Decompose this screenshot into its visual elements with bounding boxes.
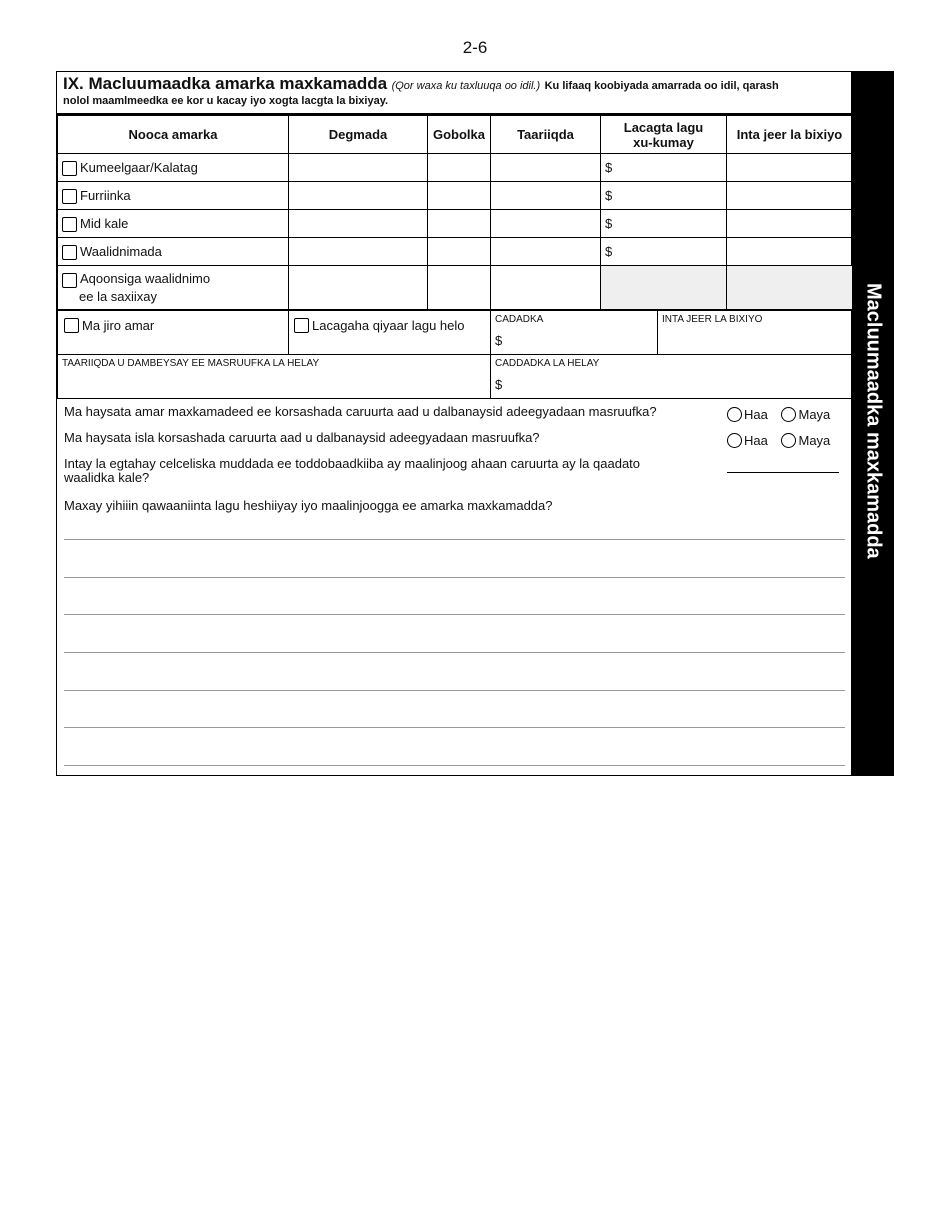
- answer-line[interactable]: [64, 577, 845, 578]
- order-table: [57, 115, 853, 310]
- amount-cell-disabled: [601, 266, 727, 310]
- no-order-row: [57, 310, 852, 354]
- expense-amount-field[interactable]: CADDADKA LA HELAY $: [490, 354, 852, 399]
- table-row: [58, 238, 853, 266]
- date-cell[interactable]: [491, 210, 601, 238]
- order-type-cell[interactable]: Furriinka: [58, 182, 289, 210]
- state-cell[interactable]: [428, 238, 491, 266]
- answer-line[interactable]: [64, 652, 845, 653]
- order-type-cell[interactable]: Kumeelgaar/Kalatag: [58, 154, 289, 182]
- col-header-date: Taariiqda: [491, 116, 601, 154]
- q1-yes-radio[interactable]: [727, 407, 742, 422]
- arrears-frequency-field[interactable]: INTA JEER LA BIXIYO: [657, 310, 852, 355]
- form-main: [56, 71, 852, 776]
- section-header: [57, 72, 853, 115]
- sidebar-title: Macluumaadka maxkamadda: [862, 283, 885, 559]
- frequency-cell[interactable]: [727, 238, 853, 266]
- amount-cell[interactable]: $: [601, 210, 727, 238]
- checkbox[interactable]: [62, 273, 77, 288]
- table-row: [58, 182, 853, 210]
- date-cell[interactable]: [491, 266, 601, 310]
- table-row: [58, 154, 853, 182]
- table-header-row: [58, 116, 853, 154]
- county-cell[interactable]: [289, 210, 428, 238]
- q3-answer-line[interactable]: [727, 472, 839, 473]
- state-cell[interactable]: [428, 210, 491, 238]
- amount-cell[interactable]: $: [601, 182, 727, 210]
- arrears-cell[interactable]: Lacagaha qiyaar lagu helo: [288, 310, 491, 355]
- answer-line[interactable]: [64, 690, 845, 691]
- question-2-options: Haa Maya: [727, 432, 830, 448]
- state-cell[interactable]: [428, 182, 491, 210]
- date-cell[interactable]: [491, 154, 601, 182]
- no-order-cell[interactable]: Ma jiro amar: [57, 310, 289, 355]
- checkbox[interactable]: [62, 217, 77, 232]
- amount-cell[interactable]: $: [601, 238, 727, 266]
- q2-no-radio[interactable]: [781, 433, 796, 448]
- answer-line[interactable]: [64, 727, 845, 728]
- page-number: 2-6: [462, 38, 488, 57]
- q2-yes-radio[interactable]: [727, 433, 742, 448]
- date-cell[interactable]: [491, 182, 601, 210]
- county-cell[interactable]: [289, 182, 428, 210]
- table-row: [58, 210, 853, 238]
- county-cell[interactable]: [289, 266, 428, 310]
- arrears-checkbox[interactable]: [294, 318, 309, 333]
- answer-line[interactable]: [64, 765, 845, 766]
- order-type-cell[interactable]: Waalidnimada: [58, 238, 289, 266]
- no-order-checkbox[interactable]: [64, 318, 79, 333]
- table-row: [58, 266, 853, 310]
- question-1: Ma haysata amar maxkamadeed ee korsashada caruurta aad u dalbanaysid adeegyadaan masruufka?: [64, 404, 657, 419]
- county-cell[interactable]: [289, 154, 428, 182]
- state-cell[interactable]: [428, 154, 491, 182]
- frequency-cell-disabled: [727, 266, 853, 310]
- col-header-state: Gobolka: [428, 116, 491, 154]
- col-header-county: Degmada: [289, 116, 428, 154]
- checkbox[interactable]: [62, 189, 77, 204]
- amount-cell[interactable]: $: [601, 154, 727, 182]
- frequency-cell[interactable]: [727, 182, 853, 210]
- col-header-order-type: Nooca amarka: [58, 116, 289, 154]
- question-4: Maxay yihiiin qawaaniinta lagu heshiiyay iyo maalinjoogga ee amarka maxkamadda?: [64, 498, 553, 513]
- section-instruction-b: nolol maamlmeedka ee kor u kacay iyo xogta lacgta la bixiyay.: [63, 95, 389, 107]
- section-note: (Qor waxa ku taxluuqa oo idil.): [391, 80, 541, 92]
- state-cell[interactable]: [428, 266, 491, 310]
- section-title: IX. Macluumaadka amarka maxkamadda: [63, 74, 388, 93]
- frequency-cell[interactable]: [727, 154, 853, 182]
- section-sidebar: [852, 71, 894, 776]
- section-instruction-a: Ku lifaaq koobiyada amarrada oo idil, qarash: [544, 80, 779, 92]
- question-2: Ma haysata isla korsashada caruurta aad u dalbanaysid adeegyadaan masruufka?: [64, 430, 540, 445]
- question-1-options: Haa Maya: [727, 406, 830, 422]
- frequency-cell[interactable]: [727, 210, 853, 238]
- court-order-form: [56, 71, 894, 776]
- expense-row: [57, 354, 852, 398]
- checkbox[interactable]: [62, 161, 77, 176]
- col-header-amount: Lacagta lagu xu-kumay: [601, 116, 727, 154]
- checkbox[interactable]: [62, 245, 77, 260]
- answer-line[interactable]: [64, 539, 845, 540]
- arrears-amount-field[interactable]: CADADKA $: [490, 310, 658, 355]
- question-3: Intay la egtahay celceliska muddada ee toddobaadkiiba ay maalinjoog ahaan caruurta ay la qaadato waalidka kale?: [64, 456, 641, 485]
- q1-no-radio[interactable]: [781, 407, 796, 422]
- order-type-cell[interactable]: Mid kale: [58, 210, 289, 238]
- last-expense-date-field[interactable]: TAARIIQDA U DAMBEYSAY EE MASRUUFKA LA HELAY: [57, 354, 491, 399]
- col-header-frequency: Inta jeer la bixiyo: [727, 116, 853, 154]
- order-type-cell[interactable]: Aqoonsiga waalidnimo ee la saxiixay: [58, 266, 289, 310]
- date-cell[interactable]: [491, 238, 601, 266]
- county-cell[interactable]: [289, 238, 428, 266]
- answer-line[interactable]: [64, 614, 845, 615]
